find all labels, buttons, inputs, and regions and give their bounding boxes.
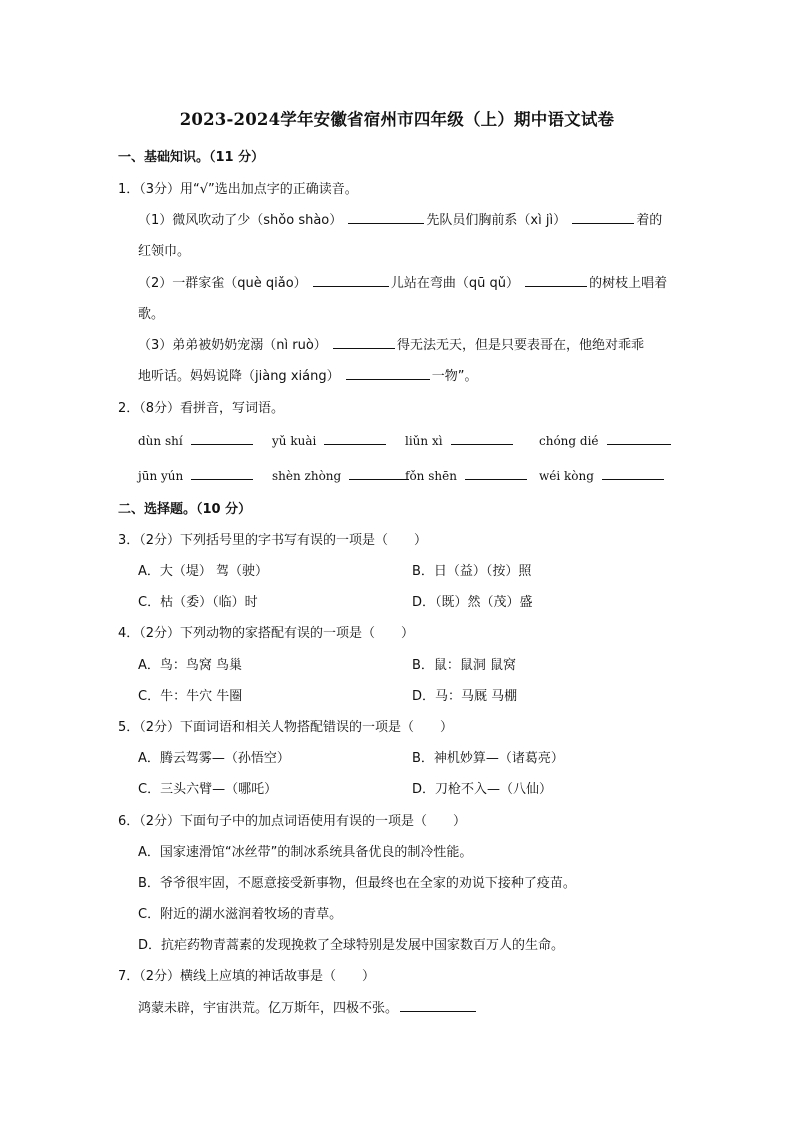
option-b[interactable]: B．鼠：鼠洞 鼠窝 xyxy=(412,658,517,673)
pinyin-label: dùn shí xyxy=(138,434,183,448)
q1-line-2-cont: 歌。 xyxy=(138,307,165,322)
option-c[interactable]: C．牛：牛穴 牛圈 xyxy=(138,689,243,704)
q1-line-1-part-c: 着的 xyxy=(636,213,663,228)
answer-blank[interactable] xyxy=(602,465,664,480)
q7-text: 鸿蒙未辟，宇宙洪荒。亿万斯年，四极不张。 xyxy=(138,1001,399,1016)
pinyin-label: fǒn shēn xyxy=(405,469,457,483)
question-6-stem: 6．（2分）下面句子中的加点词语使用有误的一项是（ ） xyxy=(118,814,467,829)
option-b[interactable]: B．日（益）（按）照 xyxy=(412,564,532,579)
answer-blank[interactable] xyxy=(525,272,587,287)
q1-line-3-part-b: 得无法无天，但是只要表哥在，他绝对乖乖 xyxy=(396,338,644,353)
pinyin-label: jūn yún xyxy=(138,469,184,483)
option-d[interactable]: D．刀枪不入—（八仙） xyxy=(412,782,553,797)
pinyin-label: yǔ kuài xyxy=(272,434,317,448)
option-a[interactable]: A．腾云驾雾—（孙悟空） xyxy=(138,751,290,766)
pinyin-item xyxy=(405,430,515,448)
option-d[interactable]: D．抗疟药物青蒿素的发现挽救了全球特别是发展中国家数百万人的生命。 xyxy=(138,938,565,953)
q1-line-3 xyxy=(138,334,644,353)
answer-blank[interactable] xyxy=(465,465,527,480)
q1-line-2 xyxy=(138,272,667,291)
q1-line-2-part-c: 的树枝上唱着 xyxy=(589,276,668,291)
pinyin-item xyxy=(539,430,673,448)
q1-line-1-part-a: （1）微风吹动了少（shǒo shào） xyxy=(138,213,343,228)
answer-blank[interactable] xyxy=(313,272,389,287)
option-a[interactable]: A．国家速滑馆“冰丝带”的制冰系统具备优良的制冷性能。 xyxy=(138,845,473,860)
option-c[interactable]: C．三头六臂—（哪吒） xyxy=(138,782,278,797)
pinyin-label: shèn zhòng xyxy=(272,469,342,483)
q1-line-1-part-b: 先队员们胸前系（xì jì） xyxy=(426,213,567,228)
q7-text-line xyxy=(138,997,478,1016)
answer-blank[interactable] xyxy=(346,365,430,380)
answer-blank[interactable] xyxy=(191,430,253,445)
question-5-stem: 5．（2分）下面词语和相关人物搭配错误的一项是（ ） xyxy=(118,720,454,735)
page-title: 2023-2024学年安徽省宿州市四年级（上）期中语文试卷 xyxy=(179,110,615,129)
question-3-stem: 3．（2分）下列括号里的字书写有误的一项是（ ） xyxy=(118,533,428,548)
answer-blank[interactable] xyxy=(572,209,634,224)
answer-blank[interactable] xyxy=(333,334,395,349)
option-d[interactable]: D．（既）然（茂）盛 xyxy=(412,595,533,610)
pinyin-label: liǔn xì xyxy=(405,434,443,448)
option-c[interactable]: C．附近的湖水滋润着牧场的青草。 xyxy=(138,907,343,922)
pinyin-item xyxy=(272,430,388,448)
answer-blank[interactable] xyxy=(349,465,409,480)
pinyin-item xyxy=(272,465,411,483)
answer-blank[interactable] xyxy=(451,430,513,445)
question-7-stem: 7．（2分）横线上应填的神话故事是（ ） xyxy=(118,969,376,984)
answer-blank[interactable] xyxy=(191,465,253,480)
option-b[interactable]: B．爷爷很牢固，不愿意接受新事物，但最终也在全家的劝说下接种了疫苗。 xyxy=(138,876,576,891)
section-heading-basics: 一、基础知识。（11 分） xyxy=(118,150,265,165)
answer-blank[interactable] xyxy=(607,430,671,445)
q1-line-4 xyxy=(138,365,477,384)
pinyin-item xyxy=(138,465,255,483)
answer-blank[interactable] xyxy=(400,997,476,1012)
pinyin-label: chóng dié xyxy=(539,434,599,448)
q1-line-1-cont: 红领巾。 xyxy=(138,244,191,259)
q1-line-4-part-b: 一物”。 xyxy=(431,369,478,384)
answer-blank[interactable] xyxy=(348,209,424,224)
option-c[interactable]: C．枯（委）（临）时 xyxy=(138,595,258,610)
option-a[interactable]: A．鸟：鸟窝 鸟巢 xyxy=(138,658,243,673)
option-d[interactable]: D．马：马厩 马棚 xyxy=(412,689,518,704)
question-2-stem: 2．（8分）看拼音，写词语。 xyxy=(118,401,285,416)
pinyin-label: wéi kòng xyxy=(539,469,594,483)
q1-line-3-part-a: （3）弟弟被奶奶宠溺（nì ruò） xyxy=(138,338,327,353)
answer-blank[interactable] xyxy=(324,430,386,445)
q1-line-2-part-a: （2）一群家雀（què qiǎo） xyxy=(138,276,307,291)
section-heading-choice: 二、选择题。（10 分） xyxy=(118,502,252,517)
q1-line-2-part-b: 儿站在弯曲（qū qǔ） xyxy=(390,276,519,291)
question-4-stem: 4．（2分）下列动物的家搭配有误的一项是（ ） xyxy=(118,626,415,641)
pinyin-item xyxy=(405,465,529,483)
pinyin-item xyxy=(539,465,666,483)
option-b[interactable]: B．神机妙算—（诸葛亮） xyxy=(412,751,564,766)
question-1-stem: 1．（3分）用“√”选出加点字的正确读音。 xyxy=(118,182,358,197)
q1-line-4-part-a: 地听话。妈妈说降（jiàng xiáng） xyxy=(138,369,340,384)
pinyin-item xyxy=(138,430,255,448)
option-a[interactable]: A．大（堤） 驾（驶） xyxy=(138,564,269,579)
q1-line-1 xyxy=(138,209,662,228)
